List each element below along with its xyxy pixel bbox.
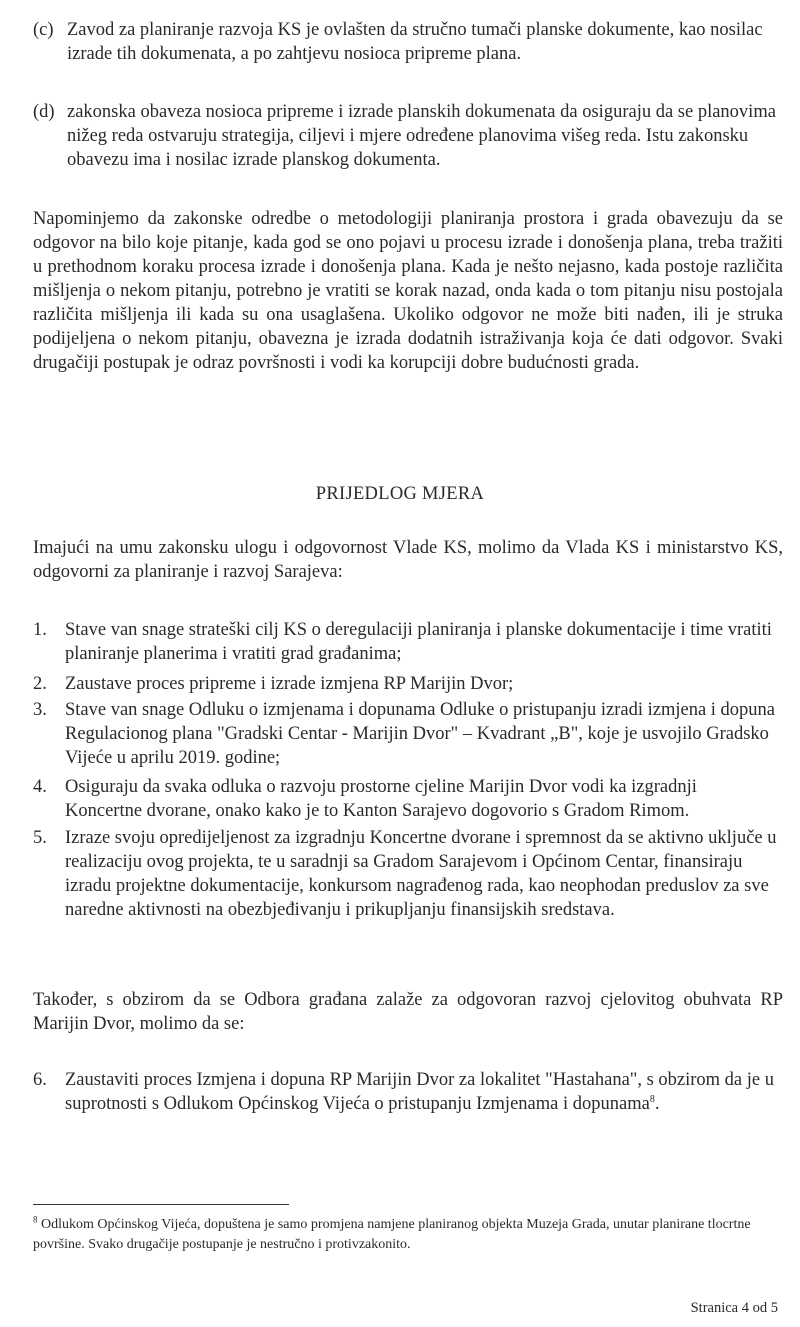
list-item-text: Zavod za planiranje razvoja KS je ovlašten da stručno tumači planske dokumente, kao nosilac izrade tih dokumenata, a po zahtjevu nosioca pripreme plana. — [67, 20, 763, 64]
measure-text: Stave van snage Odluku o izmjenama i dopunama Odluke o pristupanju izradi izmjena i dopuna Regulacionog plana "Gradski Centar - Marijin Dvor" – Kvadrant „B", koje je usvojilo Gradsko Vijeće u aprilu 2019. godine; — [65, 700, 776, 768]
measure-number: 6. — [33, 1070, 47, 1090]
measure-text: Izraze svoju opredijeljenost za izgradnju Koncertne dvorane i spremnost da se aktivno uključe u realizaciju ovog projekta, te u saradnji sa Gradom Sarajevom i Općinom Centar, finansiraju izradu projektne dokumentacije, konkursom nagrađenog rada, kao neophodan preduslov za sve naredne aktivnosti na obezbjeđivanju i prikupljanju finansijskih sredstava. — [65, 828, 777, 920]
section-heading: PRIJEDLOG MJERA — [315, 484, 485, 504]
list-item-c — [33, 18, 778, 66]
measure-item-5 — [33, 826, 778, 922]
measure-text-body: Zaustaviti proces Izmjena i dopuna RP Marijin Dvor za lokalitet "Hastahana", s obzirom da je u suprotnosti s Odlukom Općinskog Vijeća o pristupanju Izmjenama i dopunama — [65, 1070, 774, 1114]
measure-text: Zaustave proces pripreme i izrade izmjena RP Marijin Dvor; — [65, 674, 514, 694]
measure-item-3 — [33, 698, 778, 770]
measure-number: 2. — [33, 674, 47, 694]
paragraph-notice: Napominjemo da zakonske odredbe o metodologiji planiranja prostora i grada obavezuju da se odgovor na bilo koje pitanje, kada god se ono pojavi u procesu izrade i donošenja plana, treba tražiti u prethodnom koraku procesa izrade i donošenja plana. Kada je nešto nejasno, kada postoje različita mišljenja o nekom pitanju, potrebno je vratiti se korak nazad, onda kada o tom pitanju nisu postojala različita mišljenja ili kada su ona usaglašena. Ukoliko odgovor ne može biti nađen, ili je struka podijeljena o nekom pitanju, obavezna je izrada dodatnih istraživanja koja će dati odgovor. Svaki drugačiji postupak je odraz površnosti i vodi ka korupciji dobre budućnosti grada. — [33, 209, 783, 373]
measure-number: 3. — [33, 700, 47, 720]
measure-number: 4. — [33, 777, 47, 797]
measure-item-2 — [33, 672, 778, 696]
paragraph-intro: Imajući na umu zakonsku ulogu i odgovornost Vlade KS, molimo da Vlada KS i ministarstvo KS, odgovorni za planiranje i razvoj Sarajeva: — [33, 538, 783, 582]
measure-item-1 — [33, 618, 778, 666]
measure-text — [65, 1068, 778, 1116]
list-item-label: (c) — [33, 20, 54, 40]
page-number: Stranica 4 od 5 — [690, 1300, 778, 1316]
footnote-reference[interactable]: 8 — [649, 1093, 655, 1105]
footnote-number: 8 — [33, 1214, 38, 1225]
footnote-divider — [33, 1204, 289, 1205]
measure-text-end: . — [654, 1094, 660, 1114]
measure-text: Stave van snage strateški cilj KS o deregulaciji planiranja i planske dokumentacije i time vratiti planiranje planerima i vratiti grad građanima; — [65, 620, 772, 664]
measure-text: Osiguraju da svaka odluka o razvoju prostorne cjeline Marijin Dvor vodi ka izgradnji Koncertne dvorane, onako kako je to Kanton Sarajevo dogovorio s Gradom Rimom. — [65, 777, 697, 821]
list-item-text: zakonska obaveza nosioca pripreme i izrade planskih dokumenata da osiguraju da se planovima nižeg reda ostvaruju strategija, ciljevi i mjere određene planovima višeg reda. Istu zakonsku obavezu ima i nosilac izrade planskog dokumenta. — [67, 102, 776, 170]
measure-number: 5. — [33, 828, 47, 848]
measure-item-6 — [33, 1068, 778, 1116]
measure-item-4 — [33, 775, 778, 823]
list-item-d — [33, 100, 778, 172]
measure-number: 1. — [33, 620, 47, 640]
footnote — [33, 1215, 773, 1255]
footnote-text: Odlukom Općinskog Vijeća, dopuštena je samo promjena namjene planiranog objekta Muzeja Grada, unutar planirane tlocrtne površine. Svako drugačije postupanje je nestručno i protivzakonito. — [33, 1217, 751, 1252]
list-item-label: (d) — [33, 102, 55, 122]
paragraph-also: Također, s obzirom da se Odbora građana zalaže za odgovoran razvoj cjelovitog obuhvata RP Marijin Dvor, molimo da se: — [33, 990, 783, 1034]
